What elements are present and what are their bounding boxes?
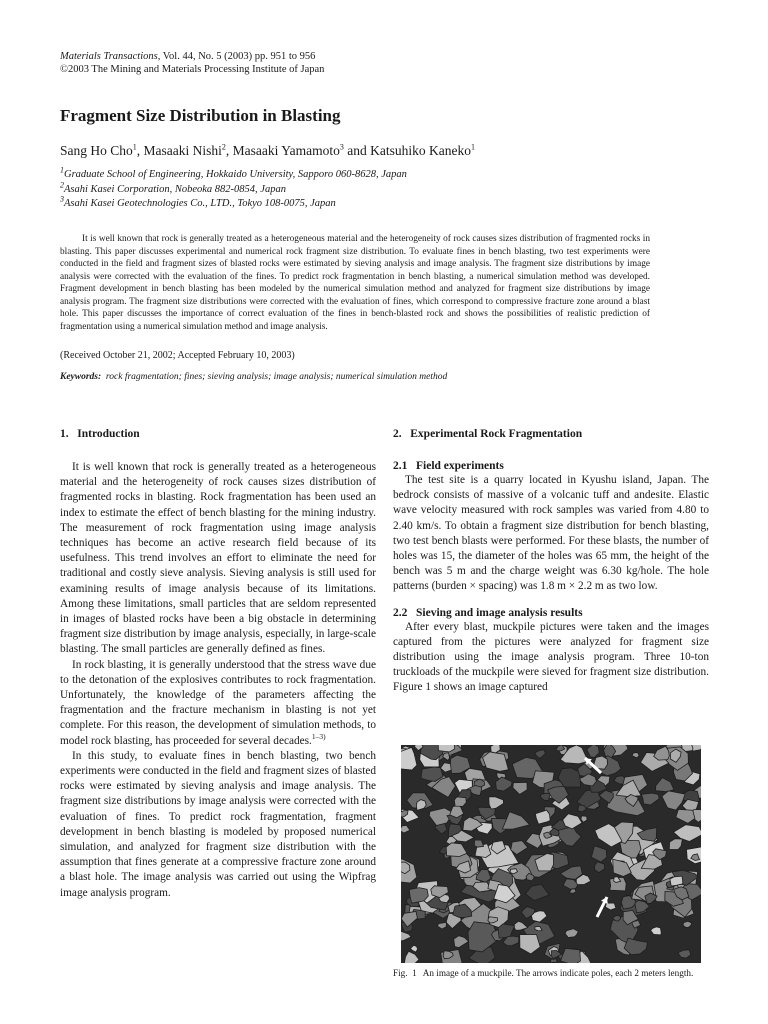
left-column	[60, 428, 376, 901]
author-affil-mark: 1	[471, 142, 475, 152]
journal-details: , Vol. 44, No. 5 (2003) pp. 951 to 956	[157, 51, 316, 62]
keywords-label: Keywords:	[60, 372, 102, 382]
author-list	[60, 143, 475, 159]
keywords-text: rock fragmentation; fines; sieving analysis; image analysis; numerical simulation method	[105, 372, 448, 382]
right-column	[393, 428, 709, 696]
journal-header	[60, 50, 324, 76]
rock-fragment	[670, 876, 683, 886]
author-separator: and	[343, 143, 371, 158]
author-affil-mark: 2	[221, 142, 226, 152]
intro-paragraph	[60, 658, 376, 749]
muckpile-photo	[401, 745, 701, 963]
figure-caption-text: An image of a muckpile. The arrows indicate poles, each 2 meters length.	[422, 968, 694, 978]
received-dates: (Received October 21, 2002; Accepted February 10, 2003)	[60, 350, 295, 361]
sieving-paragraph: After every blast, muckpile pictures were taken and the images captured from the pictures were analyzed for fragment size distribution using the image analysis program. Three 10-ton truckloads of the muckpile were sieved for fragment size distribution. Figure 1 shows an image captured	[393, 620, 709, 694]
affiliation-item	[60, 165, 407, 183]
author-name: Masaaki Nishi	[143, 143, 222, 158]
rock-fragment	[692, 745, 701, 751]
journal-name: Materials Transactions	[60, 51, 158, 62]
affiliation-item	[60, 194, 407, 212]
affiliation-mark: 1	[60, 165, 64, 175]
author-name: Sang Ho Cho	[60, 143, 133, 158]
abstract: It is well known that rock is generally treated as a heterogeneous material and the heterogeneity of rock causes sizes distribution of fragmented rocks in blasting. This paper discusses experimental and numerical rock fragment size distribution. To evaluate fines in bench blasting, two test experiments were conducted in the field and fragment sizes of blasted rocks were estimated by sieving analysis and image analysis. The fragment size distributions by image analysis were corrected with the evaluation of the fines. To predict rock fragmentation in bench blasting, a numerical simulation method was developed. Fragment development in bench blasting has been modeled by the numerical simulation method and analyzed for fragment size distributions by image analysis program. The fragment size distributions were corrected with the evaluation of fines, which correspond to compressive fracture zone around a blast hole. This paper discusses the importance of correct evaluation of the fines in bench-blasted rock and shows the possibilities of realistic prediction of fragmentation using a numerical simulation method and image analysis.	[60, 234, 650, 332]
intro-paragraph: It is well known that rock is generally treated as a heterogeneous material and the heterogeneity of rock causes sizes distribution of fragmented rocks in blasting. Rock fragmentation has been used an index to estimate the effect of bench blasting for the mining industry. The measurement of rock fragmentation using image analysis techniques has become an active research field because of its usefulness. This trend involves an effort to eliminate the need for traditional and costly sieve analysis. Sieving analysis is still used for examining results of image analysis because of its limitations. Among these limitations, small particles that are seldom represented in images of blasted rocks have been a big obstacle in determining fragment size distribution by image analysis, especially, in large-scale blasting. The small particles are generally defined as fines.	[60, 461, 376, 656]
author-separator: ,	[225, 143, 233, 158]
affiliation-text: Graduate School of Engineering, Hokkaido University, Sapporo 060-8628, Japan	[64, 169, 407, 180]
author-affil-mark: 1	[132, 142, 137, 152]
section-heading-introduction: 1. Introduction	[60, 428, 140, 440]
subsection-heading-field: 2.1 Field experiments	[393, 460, 504, 472]
keywords	[60, 372, 447, 382]
affiliation-text: Asahi Kasei Geotechnologies Co., LTD., Tokyo 108-0075, Japan	[64, 198, 336, 209]
figure-caption	[393, 968, 713, 980]
copyright-line: ©2003 The Mining and Materials Processing Institute of Japan	[60, 64, 325, 75]
affiliation-text: Asahi Kasei Corporation, Nobeoka 882-0854, Japan	[64, 183, 286, 195]
affiliation-mark: 2	[60, 180, 64, 189]
affiliation-mark: 3	[60, 194, 64, 204]
author-separator: ,	[136, 143, 144, 158]
subsection-heading-sieving: 2.2 Sieving and image analysis results	[393, 606, 583, 619]
author-affil-mark: 3	[339, 142, 344, 152]
citation-ref: 1–3)	[311, 731, 326, 741]
paper-title: Fragment Size Distribution in Blasting	[60, 106, 341, 125]
section-heading-experimental: 2. Experimental Rock Fragmentation	[393, 428, 583, 440]
field-experiments-paragraph: The test site is a quarry located in Kyushu island, Japan. The bedrock consists of massive of a volcanic tuff and andesite. Elastic wave velocity measured with rock samples was varied from 4.80 to 2.40 km/s. To obtain a fragment size distribution for bench blasting, two test bench blasts were performed. For these blasts, the number of holes was 15, the diameter of the holes was 65 mm, the height of the bench was 5 m and the charge weight was 6.30 kg/hole. The hole patterns (burden × spacing) was 1.8 m × 2.2 m as two low.	[393, 474, 709, 593]
affiliations	[60, 165, 407, 212]
intro-paragraph-text: In rock blasting, it is generally understood that the stress wave due to the detonation of the explosives contributes to rock fragmentation. Unfortunately, the knowledge of the parameters affecting the fragmentation and the fracture mechanism in blasting is not yet complete. For this reason, the development of simulation methods, to model rock blasting, has proceeded for several decades.	[60, 658, 376, 747]
author-name: Katsuhiko Kaneko	[370, 143, 471, 158]
muckpile-image	[401, 745, 701, 963]
author-name: Masaaki Yamamoto	[232, 143, 340, 158]
figure-label: Fig. 1	[393, 968, 417, 978]
affiliation-item	[60, 180, 407, 198]
intro-paragraph: In this study, to evaluate fines in bench blasting, two bench experiments were conducted in the field and fragment sizes of blasted rocks were estimated by sieving analysis and image analysis. The fragment size distributions by image analysis were corrected with the evaluation of fines. To predict rock fragmentation, fragment development in bench blasting is modeled by proposed numerical simulation, and analyzed for fragment size distribution with the assumption that fines generate at a compressive fracture zone around a blast hole. The image analysis was carried out using the Wipfrag image analysis program.	[60, 749, 376, 899]
rock-fragment	[454, 797, 466, 807]
